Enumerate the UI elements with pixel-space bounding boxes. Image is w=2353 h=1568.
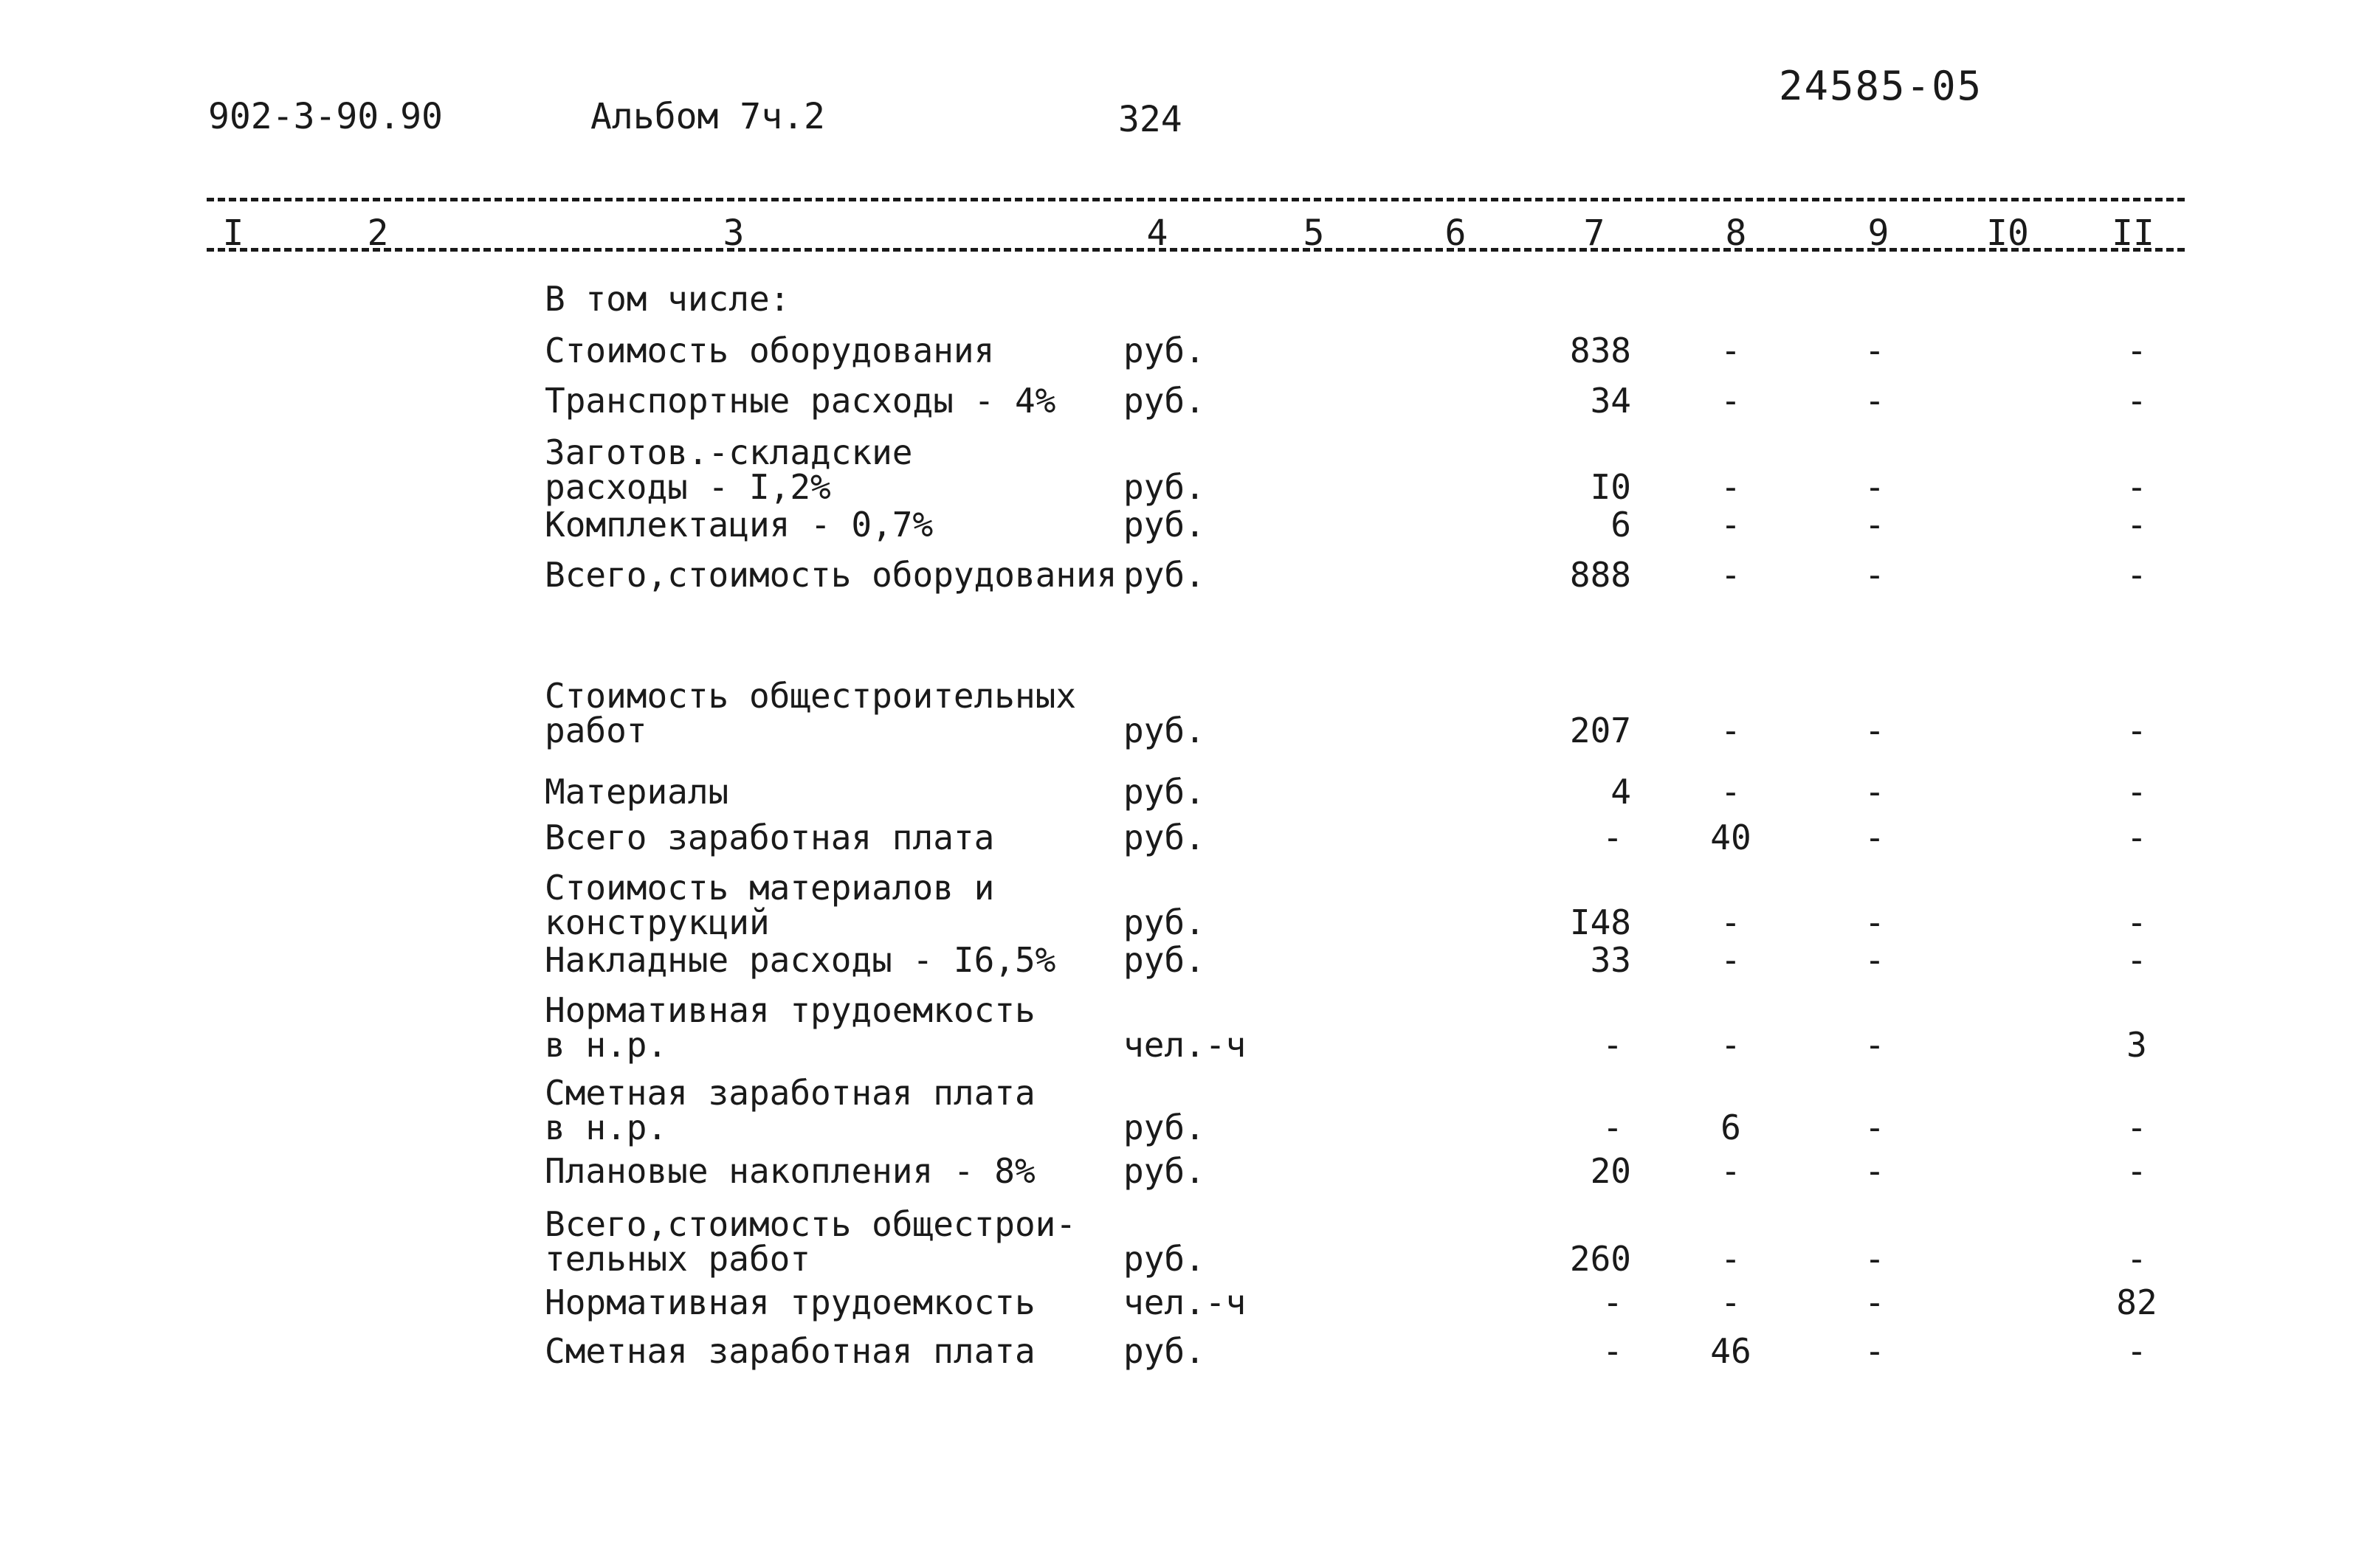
unit-cell: руб. <box>1123 505 1205 545</box>
col9-cell: - <box>1864 940 1885 980</box>
col11-cell: - <box>2126 381 2147 421</box>
col11-cell: - <box>2126 1108 2147 1147</box>
unit-cell: руб. <box>1123 818 1205 857</box>
col11-cell: - <box>2126 772 2147 812</box>
row-label: Заготов.-складские расходы - I,2% <box>545 432 913 507</box>
col8-cell: - <box>1720 711 1741 750</box>
col8-cell: - <box>1720 1282 1741 1322</box>
col7-cell: 888 <box>1569 555 1631 595</box>
row-label: Нормативная трудоемкость <box>545 1282 1036 1322</box>
col7-cell: 33 <box>1590 940 1631 980</box>
unit-cell: руб. <box>1123 772 1205 812</box>
col7-cell: 207 <box>1569 711 1631 750</box>
col8-cell: - <box>1720 772 1741 812</box>
column-number-8: 8 <box>1725 213 1747 254</box>
column-number-7: 7 <box>1583 213 1605 254</box>
col11-cell: - <box>2126 1331 2147 1371</box>
col9-cell: - <box>1864 1151 1885 1191</box>
header-top-rule <box>207 198 2185 201</box>
unit-cell: руб. <box>1123 1108 1205 1147</box>
unit-cell: чел.-ч <box>1123 1025 1247 1065</box>
col11-cell: - <box>2126 1239 2147 1279</box>
unit-cell: чел.-ч <box>1123 1282 1247 1322</box>
col9-cell: - <box>1864 1108 1885 1147</box>
col9-cell: - <box>1864 555 1885 595</box>
column-number-10: I0 <box>1986 213 2029 254</box>
col7-cell: - <box>1602 1282 1623 1322</box>
unit-cell: руб. <box>1123 1151 1205 1191</box>
col11-cell: - <box>2126 331 2147 370</box>
unit-cell: руб. <box>1123 940 1205 980</box>
col9-cell: - <box>1864 505 1885 545</box>
col8-cell: - <box>1720 1151 1741 1191</box>
col7-cell: 260 <box>1569 1239 1631 1279</box>
col11-cell: - <box>2126 1151 2147 1191</box>
unit-cell: руб. <box>1123 902 1205 942</box>
col7-cell: I48 <box>1569 902 1631 942</box>
row-label: Комплектация - 0,7% <box>545 505 934 545</box>
col8-cell: 6 <box>1720 1108 1741 1147</box>
col7-cell: 838 <box>1569 331 1631 370</box>
column-number-5: 5 <box>1303 213 1325 254</box>
col9-cell: - <box>1864 711 1885 750</box>
document-code: 902-3-90.90 <box>208 96 443 137</box>
col9-cell: - <box>1864 1239 1885 1279</box>
row-label: Стоимость оборудования <box>545 331 995 370</box>
column-number-9: 9 <box>1867 213 1889 254</box>
unit-cell: руб. <box>1123 1239 1205 1279</box>
col8-cell: 46 <box>1710 1331 1751 1371</box>
col11-cell: - <box>2126 940 2147 980</box>
unit-cell: руб. <box>1123 467 1205 507</box>
row-label: Материалы <box>545 772 729 812</box>
col8-cell: - <box>1720 467 1741 507</box>
col9-cell: - <box>1864 902 1885 942</box>
col9-cell: - <box>1864 1331 1885 1371</box>
col9-cell: - <box>1864 331 1885 370</box>
col7-cell: 34 <box>1590 381 1631 421</box>
col8-cell: - <box>1720 1239 1741 1279</box>
col11-cell: - <box>2126 711 2147 750</box>
col11-cell: - <box>2126 902 2147 942</box>
column-number-6: 6 <box>1444 213 1467 254</box>
inventory-stamp: 24585-05 <box>1779 63 1983 109</box>
col11-cell: 82 <box>2116 1282 2157 1322</box>
row-label: Всего,стоимость оборудования <box>545 555 1117 595</box>
col8-cell: 40 <box>1710 818 1751 857</box>
row-label: Всего заработная плата <box>545 818 995 857</box>
col7-cell: I0 <box>1590 467 1631 507</box>
col8-cell: - <box>1720 381 1741 421</box>
col11-cell: - <box>2126 555 2147 595</box>
col11-cell: 3 <box>2126 1025 2147 1065</box>
col7-cell: - <box>1602 818 1623 857</box>
col7-cell: 4 <box>1610 772 1631 812</box>
col9-cell: - <box>1864 1025 1885 1065</box>
row-label: Плановые накопления - 8% <box>545 1151 1036 1191</box>
row-label: Сметная заработная плата <box>545 1331 1036 1371</box>
col8-cell: - <box>1720 940 1741 980</box>
col7-cell: - <box>1602 1331 1623 1371</box>
col9-cell: - <box>1864 818 1885 857</box>
col9-cell: - <box>1864 381 1885 421</box>
col8-cell: - <box>1720 555 1741 595</box>
unit-cell: руб. <box>1123 555 1205 595</box>
album-label: Альбом 7ч.2 <box>590 96 825 137</box>
column-number-11: II <box>2112 213 2154 254</box>
section-title: В том числе: <box>545 279 790 319</box>
col7-cell: 6 <box>1610 505 1631 545</box>
col7-cell: - <box>1602 1108 1623 1147</box>
unit-cell: руб. <box>1123 381 1205 421</box>
row-label: Транспортные расходы - 4% <box>545 381 1056 421</box>
unit-cell: руб. <box>1123 711 1205 750</box>
column-number-1: I <box>222 213 244 254</box>
col8-cell: - <box>1720 505 1741 545</box>
row-label: Стоимость материалов и конструкций <box>545 868 995 942</box>
row-label: Накладные расходы - I6,5% <box>545 940 1056 980</box>
col8-cell: - <box>1720 331 1741 370</box>
column-number-2: 2 <box>367 213 389 254</box>
col11-cell: - <box>2126 818 2147 857</box>
col11-cell: - <box>2126 505 2147 545</box>
row-label: Стоимость общестроительных работ <box>545 676 1077 750</box>
col9-cell: - <box>1864 1282 1885 1322</box>
page-number: 324 <box>1118 99 1182 140</box>
row-label: Всего,стоимость общестрои- тельных работ <box>545 1204 1077 1279</box>
row-label: Сметная заработная плата в н.р. <box>545 1073 1036 1147</box>
col8-cell: - <box>1720 1025 1741 1065</box>
col7-cell: - <box>1602 1025 1623 1065</box>
col7-cell: 20 <box>1590 1151 1631 1191</box>
row-label: Нормативная трудоемкость в н.р. <box>545 990 1036 1065</box>
unit-cell: руб. <box>1123 331 1205 370</box>
col9-cell: - <box>1864 772 1885 812</box>
unit-cell: руб. <box>1123 1331 1205 1371</box>
col9-cell: - <box>1864 467 1885 507</box>
column-number-3: 3 <box>723 213 745 254</box>
column-number-4: 4 <box>1146 213 1168 254</box>
col11-cell: - <box>2126 467 2147 507</box>
col8-cell: - <box>1720 902 1741 942</box>
